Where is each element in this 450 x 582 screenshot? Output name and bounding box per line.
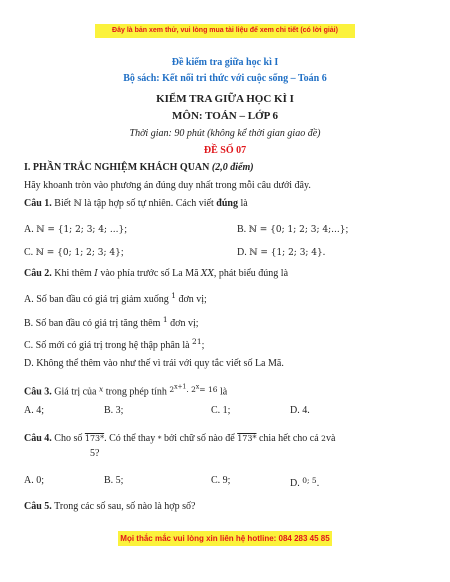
roman-numeral-i: I bbox=[94, 269, 98, 279]
q3-label: Câu 3. bbox=[24, 386, 52, 398]
option-text: A. Số ban đầu có giá trị giảm xuống bbox=[24, 294, 169, 305]
q2-option-a[interactable] bbox=[24, 289, 207, 306]
q4-label: Câu 4. bbox=[24, 433, 52, 444]
option-letter: B. bbox=[237, 224, 247, 235]
option-value: 0; 5 bbox=[302, 476, 317, 485]
q4-text-a: Cho số bbox=[54, 433, 83, 444]
option-text: B. Số ban đầu có giá trị tăng thêm bbox=[24, 318, 161, 329]
instruction: Hãy khoanh tròn vào phương án đúng duy nhất trong mỗi câu dưới đây. bbox=[24, 180, 311, 191]
number-two: 2 bbox=[321, 434, 326, 443]
q3-text-a: Giá trị của bbox=[54, 386, 97, 398]
q2-option-c[interactable] bbox=[24, 335, 204, 352]
q3-text-b: trong phép tính bbox=[105, 386, 167, 398]
option-end: . bbox=[322, 247, 326, 258]
q1-option-b[interactable] bbox=[237, 223, 348, 237]
q3-option-c[interactable]: C. 1; bbox=[211, 405, 231, 416]
q5-label: Câu 5. bbox=[24, 501, 52, 512]
digit-number: 173* bbox=[84, 434, 105, 443]
question-1 bbox=[24, 197, 248, 211]
q2-option-b[interactable] bbox=[24, 313, 199, 330]
question-4 bbox=[24, 432, 335, 445]
option-set: ℕ = {0; 1; 2; 3; 4} bbox=[35, 248, 121, 258]
option-number: 1 bbox=[171, 291, 176, 300]
option-end: đơn vị; bbox=[170, 318, 199, 329]
q2-text-c: , phát biểu đúng là bbox=[213, 268, 289, 279]
q4-text-e: và bbox=[325, 433, 336, 444]
option-set: ℕ = {1; 2; 3; 4; ...} bbox=[36, 225, 125, 235]
eq-exponent-2: x bbox=[195, 383, 200, 390]
exam-time: Thời gian: 90 phút (không kể thời gian giao đề) bbox=[129, 128, 321, 139]
q1-label: Câu 1. bbox=[24, 198, 52, 209]
option-end: ; bbox=[124, 224, 128, 235]
q3-text-c: là bbox=[220, 386, 228, 398]
q2-label: Câu 2. bbox=[24, 268, 52, 279]
natural-set-symbol: ℕ bbox=[73, 199, 82, 209]
eq-end: = 16 bbox=[199, 384, 218, 394]
section-points: (2,0 điểm) bbox=[211, 162, 254, 173]
q1-text-c: là bbox=[240, 198, 248, 209]
preview-notice-banner: Đây là bản xem thử, vui lòng mua tài liệu để xem chi tiết (có lời giải) bbox=[95, 24, 355, 38]
section-title bbox=[24, 161, 254, 174]
q1-text-b: là tập hợp số tự nhiên. Cách viết bbox=[84, 198, 214, 209]
q4-option-a[interactable]: A. 0; bbox=[24, 475, 44, 486]
exam-heading: Đề kiểm tra giữa học kì I bbox=[171, 57, 279, 68]
q4-text-b: . Có thể thay bbox=[104, 433, 156, 444]
q3-option-b[interactable]: B. 3; bbox=[104, 405, 124, 416]
option-number: 21 bbox=[192, 337, 202, 346]
q4-option-c[interactable]: C. 9; bbox=[211, 475, 231, 486]
digit-number: 173* bbox=[237, 434, 257, 443]
textbook-series: Bộ sách: Kết nối tri thức với cuộc sống – Toán 6 bbox=[123, 73, 327, 84]
option-letter: D. bbox=[290, 478, 300, 489]
option-letter: D. bbox=[237, 247, 247, 258]
equation bbox=[169, 385, 217, 394]
q2-option-d[interactable] bbox=[24, 357, 284, 370]
variable-x: x bbox=[99, 384, 104, 394]
exam-code: ĐỀ SỐ 07 bbox=[203, 145, 247, 156]
exam-title: KIỂM TRA GIỮA HỌC KÌ I bbox=[156, 93, 294, 105]
q1-emphasis: đúng bbox=[216, 198, 238, 209]
option-text: D. Không thể thêm vào như thế vì trái với quy tắc viết số La Mã. bbox=[24, 358, 284, 369]
question-5 bbox=[24, 500, 195, 513]
q1-text-a: Biết bbox=[54, 198, 71, 209]
q4-option-b[interactable]: B. 5; bbox=[104, 475, 124, 486]
option-letter: A. bbox=[24, 224, 34, 235]
roman-numeral-xx: XX bbox=[201, 269, 214, 279]
eq-exponent-1: x+1 bbox=[174, 383, 187, 390]
star-symbol: * bbox=[157, 434, 162, 443]
option-set: ℕ = {1; 2; 3; 4} bbox=[249, 248, 323, 258]
question-2 bbox=[24, 267, 288, 281]
subject-grade: MÔN: TOÁN – LỚP 6 bbox=[172, 110, 278, 122]
option-end: ; bbox=[120, 247, 124, 258]
q4-text-d: chia hết cho cả bbox=[258, 433, 319, 444]
option-number: 1 bbox=[162, 315, 168, 324]
q2-text-b: vào phía trước số La Mã bbox=[100, 268, 199, 279]
q1-option-c[interactable] bbox=[24, 246, 124, 260]
eq-base: 2 bbox=[169, 384, 175, 394]
q1-option-a[interactable] bbox=[24, 223, 127, 237]
eq-mid: . 2 bbox=[186, 384, 196, 394]
q3-option-d[interactable]: D. 4. bbox=[290, 405, 310, 416]
q3-option-a[interactable]: A. 4; bbox=[24, 405, 44, 416]
option-set: ℕ = {0; 1; 2; 3; 4;...} bbox=[248, 225, 346, 235]
option-end: . bbox=[316, 478, 320, 489]
section-heading: I. PHẦN TRẮC NGHIỆM KHÁCH QUAN bbox=[24, 162, 210, 173]
option-end: ; bbox=[345, 224, 349, 235]
option-end: ; bbox=[201, 340, 205, 351]
q2-text-a: Khi thêm bbox=[54, 268, 92, 279]
option-end: đơn vị; bbox=[178, 294, 207, 305]
q1-option-d[interactable] bbox=[237, 246, 325, 260]
q4-option-d[interactable] bbox=[290, 474, 319, 490]
hotline-banner: Mọi thắc mắc vui lòng xin liên hệ hotline: 084 283 45 85 bbox=[118, 531, 332, 546]
q5-text: Trong các số sau, số nào là hợp số? bbox=[54, 501, 196, 512]
question-3 bbox=[24, 380, 227, 399]
option-letter: C. bbox=[24, 247, 34, 258]
q4-continuation: 5? bbox=[90, 448, 100, 459]
q4-text-c: bởi chữ số nào để bbox=[164, 433, 235, 444]
option-text: C. Số mới có giá trị trong hệ thập phân là bbox=[24, 340, 190, 351]
